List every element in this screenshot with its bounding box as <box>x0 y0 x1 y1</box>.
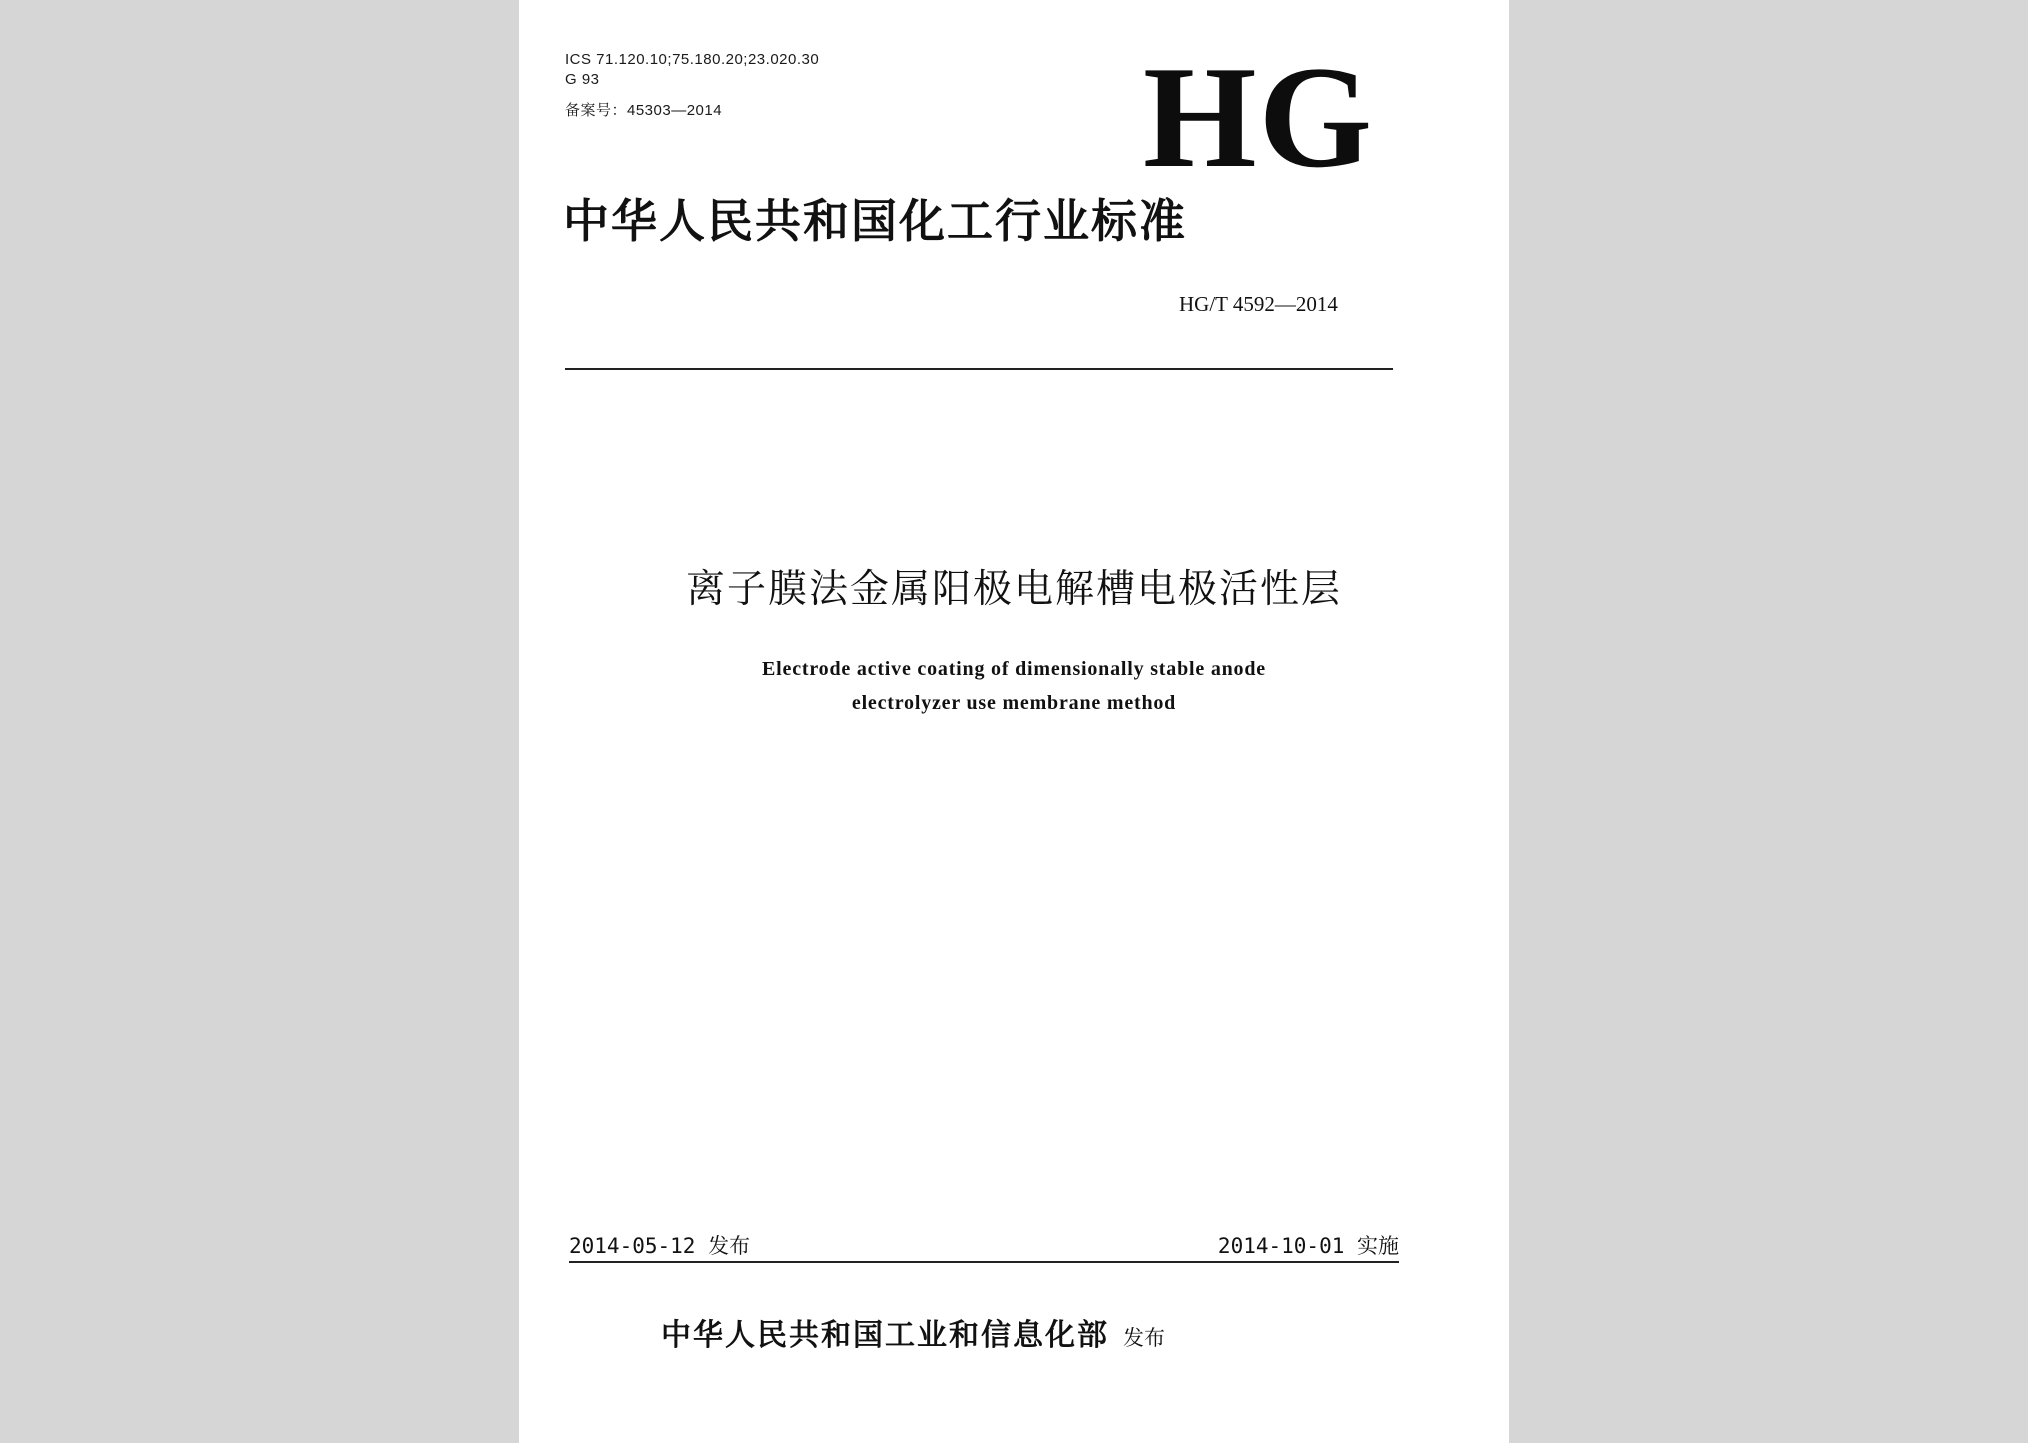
document-page <box>519 0 1509 1443</box>
standard-title: 中华人民共和国化工行业标准 <box>563 194 1187 248</box>
document-title-english-line2: electrolyzer use membrane method <box>851 692 1177 714</box>
issuer-name: 中华人民共和国工业和信息化部 <box>661 1318 1109 1353</box>
issue-date: 2014-05-12 发布 <box>569 1234 751 1258</box>
classification-code: G 93 <box>565 71 600 88</box>
top-divider <box>565 368 1393 370</box>
issuer-line <box>661 1310 1165 1354</box>
document-title-english-line1: Electrode active coating of dimensionally stable anode <box>762 658 1266 680</box>
standard-number: HG/T 4592—2014 <box>1179 292 1338 316</box>
ics-code: ICS 71.120.10;75.180.20;23.020.30 <box>565 51 820 68</box>
bottom-divider <box>569 1261 1399 1263</box>
record-number: 备案号：45303—2014 <box>565 102 723 119</box>
implementation-date: 2014-10-01 实施 <box>1217 1234 1399 1258</box>
issuer-action: 发布 <box>1123 1326 1165 1350</box>
document-title-chinese: 离子膜法金属阳极电解槽电极活性层 <box>685 567 1342 612</box>
hg-logo: HG <box>1143 36 1375 198</box>
